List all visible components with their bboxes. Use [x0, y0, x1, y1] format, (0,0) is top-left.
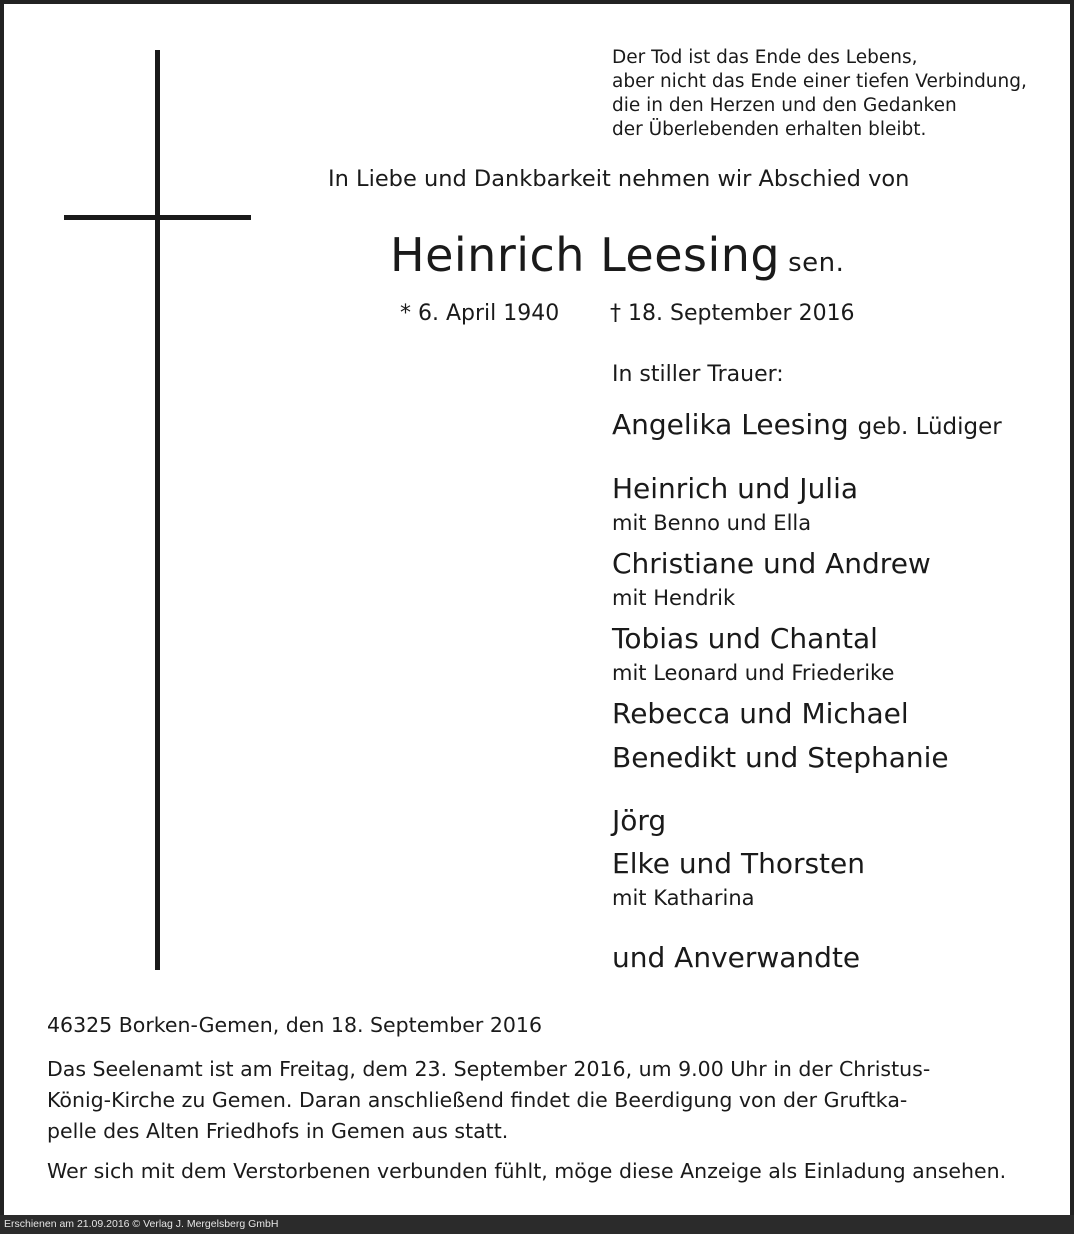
cross-vertical-beam — [155, 50, 160, 970]
service-info — [47, 1054, 930, 1147]
deceased-name: Heinrich Leesing — [390, 228, 781, 282]
quote-line: der Überlebenden erhalten bleibt. — [612, 119, 927, 140]
family-name: Heinrich und Julia — [612, 472, 859, 505]
mourner-name: Elke und Thorsten — [612, 847, 866, 880]
death-date: † 18. September 2016 — [610, 301, 855, 326]
quote-line: aber nicht das Ende einer tiefen Verbindung, — [612, 71, 1027, 92]
relatives-label: und Anverwandte — [612, 941, 861, 974]
place-and-date: 46325 Borken-Gemen, den 18. September 2016 — [47, 1013, 543, 1037]
service-line: Das Seelenamt ist am Freitag, dem 23. September 2016, um 9.00 Uhr in der Christus- — [47, 1057, 931, 1081]
family-children: mit Hendrik — [612, 586, 736, 610]
memorial-quote — [612, 46, 1027, 142]
quote-line: Der Tod ist das Ende des Lebens, — [612, 47, 918, 68]
cross-horizontal-beam — [64, 215, 251, 220]
deceased-name-block — [390, 228, 844, 282]
service-line: pelle des Alten Friedhofs in Gemen aus statt. — [47, 1119, 509, 1143]
family-children: mit Benno und Ella — [612, 511, 812, 535]
copyright-bar: Erschienen am 21.09.2016 © Verlag J. Mergelsberg GmbH — [0, 1215, 1074, 1234]
birth-date: * 6. April 1940 — [400, 301, 560, 326]
spouse-birth-name: geb. Lüdiger — [857, 414, 1002, 440]
deceased-suffix: sen. — [788, 248, 845, 278]
mourning-label: In stiller Trauer: — [612, 362, 784, 387]
quote-line: die in den Herzen und den Gedanken — [612, 95, 957, 116]
family-children: mit Leonard und Friederike — [612, 661, 895, 685]
spouse-entry — [612, 408, 1002, 441]
mourner-children: mit Katharina — [612, 886, 755, 910]
mourner-name: Jörg — [612, 804, 667, 837]
service-line: König-Kirche zu Gemen. Daran anschließend findet die Beerdigung von der Gruftka- — [47, 1088, 908, 1112]
farewell-intro: In Liebe und Dankbarkeit nehmen wir Abschied von — [328, 166, 910, 192]
spouse-name: Angelika Leesing — [612, 408, 849, 441]
family-name: Christiane und Andrew — [612, 547, 931, 580]
family-name: Benedikt und Stephanie — [612, 741, 949, 774]
family-name: Tobias und Chantal — [612, 622, 878, 655]
family-name: Rebecca und Michael — [612, 697, 909, 730]
invitation-text: Wer sich mit dem Verstorbenen verbunden fühlt, möge diese Anzeige als Einladung ansehen. — [47, 1159, 1007, 1183]
